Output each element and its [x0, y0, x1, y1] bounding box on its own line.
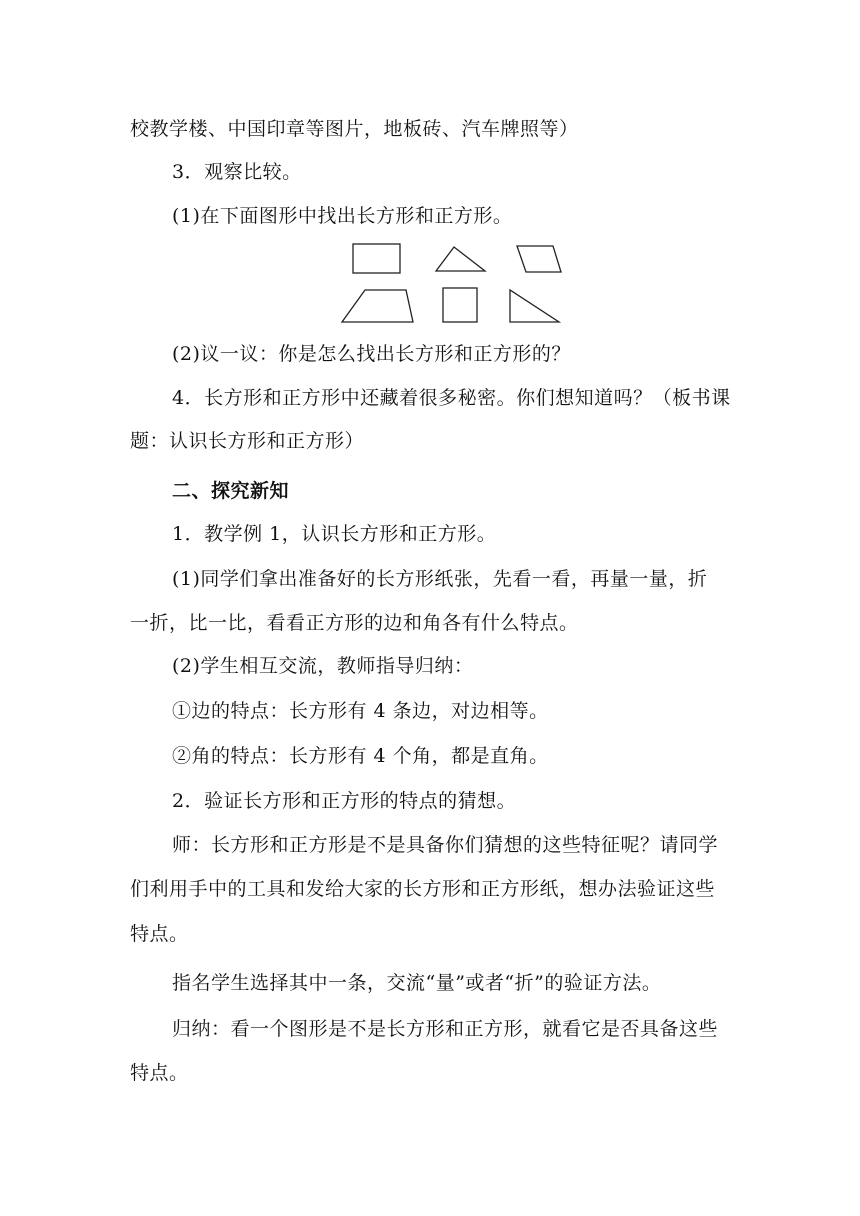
- triangle-shape: [436, 247, 485, 271]
- text-line-8: (1)同学们拿出准备好的长方形纸张，先看一看，再量一量，折: [172, 568, 708, 590]
- text-line-7: 1．教学例 1，认识长方形和正方形。: [172, 523, 497, 545]
- text-line-18: 归纳：看一个图形是不是长方形和正方形，就看它是否具备这些: [172, 1018, 719, 1040]
- text-line-19: 特点。: [130, 1062, 189, 1084]
- text-line-14: 师：长方形和正方形是不是具备你们猜想的这些特征呢？请同学: [172, 834, 719, 856]
- text-line-5: 4．长方形和正方形中还藏着很多秘密。你们想知道吗？（板书课: [172, 387, 731, 409]
- shapes-figure: [330, 238, 570, 328]
- text-line-12: ②角的特点：长方形有 4 个角，都是直角。: [172, 745, 549, 767]
- trapezoid-shape: [342, 290, 413, 322]
- text-line-13: 2．验证长方形和正方形的特点的猜想。: [172, 790, 517, 812]
- text-line-17: 指名学生选择其中一条，交流“量”或者“折”的验证方法。: [172, 972, 662, 994]
- text-line-15: 们利用手中的工具和发给大家的长方形和正方形纸，想办法验证这些: [130, 878, 716, 900]
- square-shape: [443, 288, 477, 322]
- rectangle-shape: [353, 244, 400, 273]
- parallelogram-shape: [517, 246, 561, 272]
- text-line-2: 3．观察比较。: [172, 161, 302, 183]
- text-line-9: 一折，比一比，看看正方形的边和角各有什么特点。: [130, 612, 579, 634]
- section-heading: 二、探究新知: [172, 480, 290, 502]
- text-line-16: 特点。: [130, 923, 189, 945]
- text-line-10: (2)学生相互交流，教师指导归纳：: [172, 655, 474, 677]
- text-line-11: ①边的特点：长方形有 4 条边，对边相等。: [172, 700, 549, 722]
- text-line-3: (1)在下面图形中找出长方形和正方形。: [172, 205, 513, 227]
- text-line-6: 题：认识长方形和正方形）: [130, 430, 365, 452]
- text-line-4: (2)议一议：你是怎么找出长方形和正方形的？: [172, 343, 571, 365]
- text-line-1: 校教学楼、中国印章等图片，地板砖、汽车牌照等）: [130, 118, 579, 140]
- right-triangle-shape: [510, 290, 559, 322]
- shapes-svg: [330, 238, 570, 328]
